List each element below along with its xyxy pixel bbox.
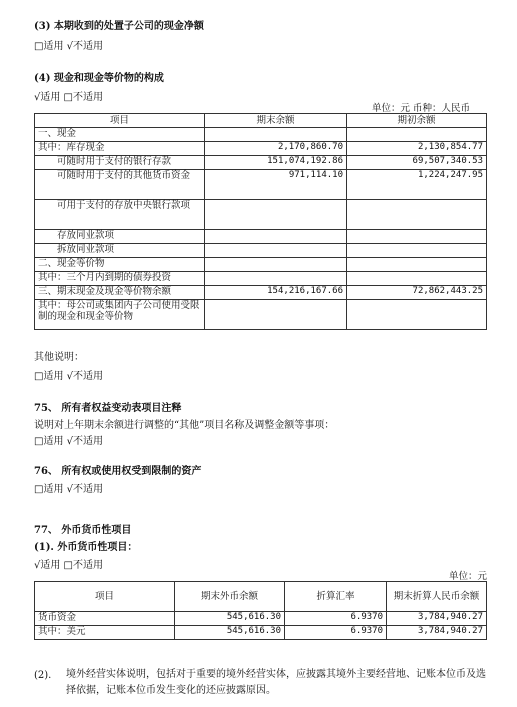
table-header-row [35,582,487,612]
section-3-title: (3) 本期收到的处置子公司的现金净额 [34,21,204,32]
table-row [35,258,487,272]
row-end: 971,114.10 [205,170,347,200]
table-row [35,170,487,200]
row-end: 2,170,860.70 [205,142,347,156]
section-76-title: 76、 所有权或使用权受到限制的资产 [34,466,202,477]
row-label: 可随时用于支付的其他货币资金 [35,170,205,200]
header-exchange-rate: 折算汇率 [285,582,387,612]
section-77-subtitle: (1). 外币货币性项目： [34,542,138,553]
table-row [35,142,487,156]
row-rmb: 3,784,940.27 [387,626,487,640]
header-fx-balance: 期末外币余额 [175,582,285,612]
foreign-currency-table [34,581,487,640]
section-4-title: (4) 现金和现金等价物的构成 [34,73,164,84]
row-begin: 72,862,443.25 [347,286,487,300]
row-label: 一、现金 [35,128,205,142]
row-begin: 1,224,247.95 [347,170,487,200]
table-row [35,612,487,626]
table-row [35,230,487,244]
row-label: 存放同业款项 [35,230,205,244]
row-label: 拆放同业款项 [35,244,205,258]
row-begin [347,128,487,142]
row-label: 三、期末现金及现金等价物余额 [35,286,205,300]
section-77-title: 77、 外币货币性项目 [34,525,132,536]
header-begin-balance: 期初余额 [347,114,487,128]
row-label: 其中：三个月内到期的债券投资 [35,272,205,286]
row-begin [347,300,487,330]
other-notes-options: □适用 √不适用 [34,371,103,382]
table-row [35,272,487,286]
row-begin [347,200,487,230]
header-item: 项目 [35,582,175,612]
row-end [205,258,347,272]
table-row [35,300,487,330]
section-75-desc: 说明对上年期末余额进行调整的“其他”项目名称及调整金额等事项： [34,420,335,431]
row-fx: 545,616.30 [175,626,285,640]
row-end [205,244,347,258]
cash-equivalents-table [34,113,487,330]
row-begin: 69,507,340.53 [347,156,487,170]
row-label: 可用于支付的存放中央银行款项 [35,200,205,230]
section-77-options: √适用 □不适用 [34,560,103,571]
row-end: 151,074,192.86 [205,156,347,170]
table-row [35,156,487,170]
row-end [205,128,347,142]
table-row [35,244,487,258]
row-fx: 545,616.30 [175,612,285,626]
row-label: 其中：母公司或集团内子公司使用受限制的现金和现金等价物 [35,300,205,330]
row-begin [347,244,487,258]
row-label: 其中：美元 [35,626,175,640]
header-rmb-balance: 期末折算人民币余额 [387,582,487,612]
section-75-title: 75、 所有者权益变动表项目注释 [34,403,182,414]
row-rate: 6.9370 [285,612,387,626]
row-rate: 6.9370 [285,626,387,640]
row-label: 其中：库存现金 [35,142,205,156]
section-2-text: 境外经营实体说明，包括对于重要的境外经营实体，应披露其境外主要经营地、记账本位币及选择依据，记账本位币发生变化的还应披露原因。 [66,669,486,696]
row-begin: 2,130,854.77 [347,142,487,156]
row-end: 154,216,167.66 [205,286,347,300]
row-end [205,200,347,230]
section-77-unit: 单位：元 [449,571,488,582]
row-begin [347,230,487,244]
row-end [205,272,347,286]
header-item: 项目 [35,114,205,128]
table-row [35,626,487,640]
row-rmb: 3,784,940.27 [387,612,487,626]
row-end [205,300,347,330]
other-notes-title: 其他说明： [34,352,84,363]
header-end-balance: 期末余额 [205,114,347,128]
section-4-unit: 单位：元 币种：人民币 [372,103,471,114]
row-begin [347,272,487,286]
section-75-options: □适用 √不适用 [34,436,103,447]
section-4-options: √适用 □不适用 [34,92,103,103]
section-76-options: □适用 √不适用 [34,484,103,495]
table-header-row [35,114,487,128]
row-label: 可随时用于支付的银行存款 [35,156,205,170]
table-row [35,200,487,230]
row-end [205,230,347,244]
row-begin [347,258,487,272]
section-2-title: (2). [34,670,52,681]
section-3-options: □适用 √不适用 [34,41,103,52]
row-label: 二、现金等价物 [35,258,205,272]
table-row [35,286,487,300]
row-label: 货币资金 [35,612,175,626]
table-row [35,128,487,142]
